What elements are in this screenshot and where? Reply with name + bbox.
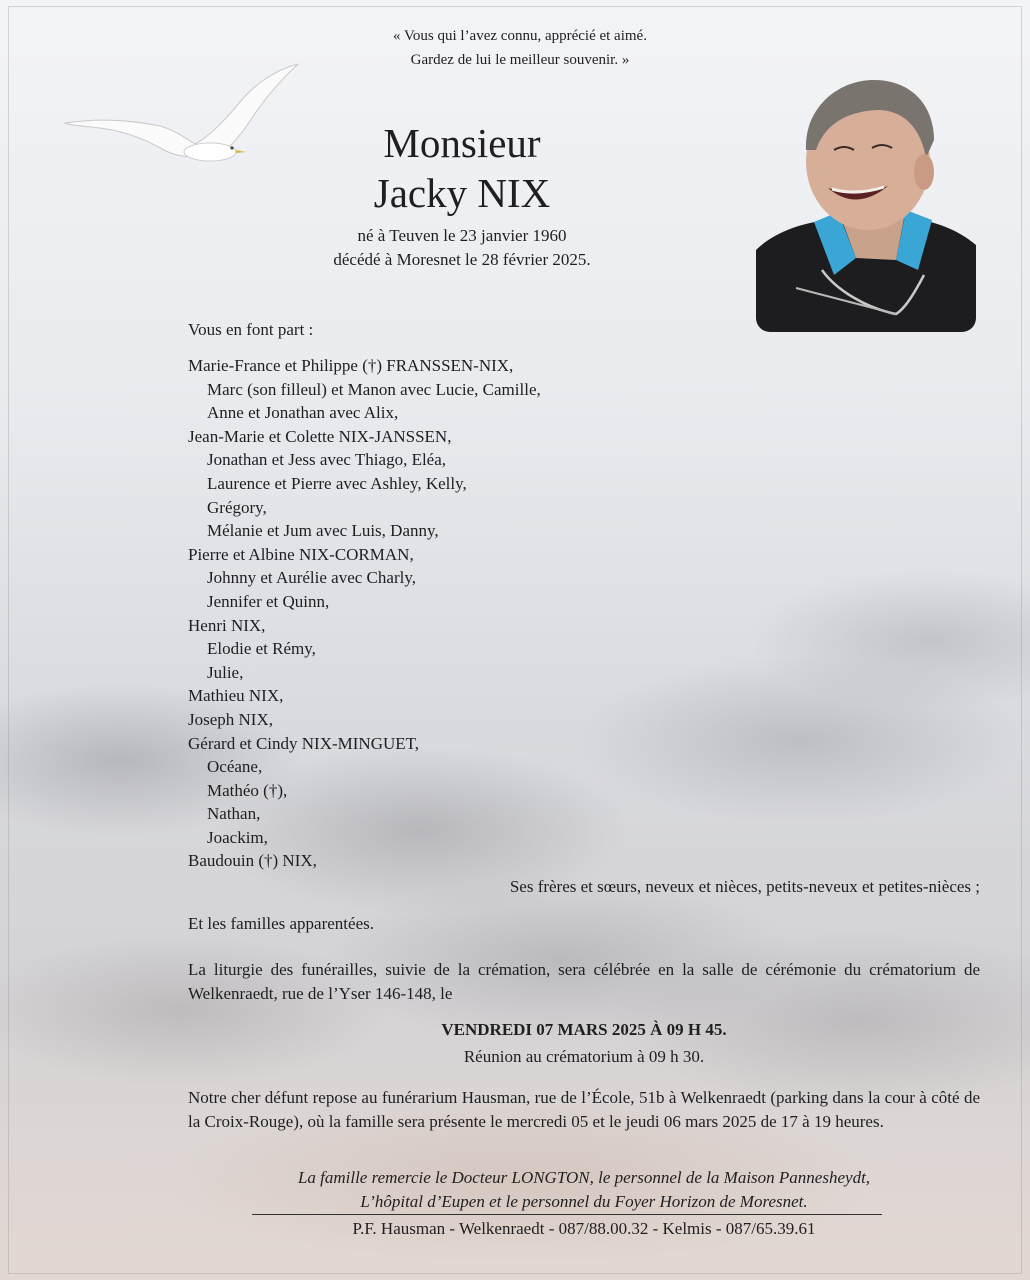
family-member-line: Jennifer et Quinn, <box>207 591 330 611</box>
relatives-summary: Ses frères et sœurs, neveux et nièces, petits-neveux et petites-nièces ; <box>509 877 980 896</box>
related-families: Et les familles apparentées. <box>188 914 374 933</box>
death-line: décédé à Moresnet le 28 février 2025. <box>333 250 591 269</box>
memorial-quote <box>260 24 780 72</box>
family-member-line: Elodie et Rémy, <box>207 639 316 659</box>
ceremony-date: VENDREDI 07 MARS 2025 À 09 H 45. <box>441 1020 727 1039</box>
family-member-line: Jonathan et Jess avec Thiago, Eléa, <box>207 450 447 470</box>
family-member-line: Marc (son filleul) et Manon avec Lucie, Camille, <box>207 379 541 399</box>
portrait-photo <box>756 70 976 332</box>
family-member-line: Anne et Jonathan avec Alix, <box>207 403 399 423</box>
meeting-time: Réunion au crématorium à 09 h 30. <box>463 1047 705 1066</box>
family-member-line: Julie, <box>207 662 244 682</box>
announcement-intro: Vous en font part : <box>188 320 314 339</box>
family-member-line: Nathan, <box>207 804 261 824</box>
thanks-block <box>188 1166 980 1213</box>
family-member-line: Gérard et Cindy NIX-MINGUET, <box>188 733 420 753</box>
family-member-line: Mathieu NIX, <box>188 686 284 706</box>
quote-line: « Vous qui l’avez connu, apprécié et aimé. <box>393 28 647 44</box>
funeral-home-contact: P.F. Hausman - Welkenraedt - 087/88.00.32 - Kelmis - 087/65.39.61 <box>352 1219 816 1238</box>
birth-line: né à Teuven le 23 janvier 1960 <box>357 226 567 245</box>
quote-line: Gardez de lui le meilleur souvenir. » <box>410 52 630 68</box>
liturgy-paragraph: La liturgie des funérailles, suivie de la crémation, sera célébrée en la salle de cérémonie du crématorium de Welkenraedt, rue de l’Yser 146-148, le <box>188 960 980 1003</box>
life-dates <box>262 224 662 272</box>
family-member-line: Mélanie et Jum avec Luis, Danny, <box>207 521 439 541</box>
family-member-line: Laurence et Pierre avec Ashley, Kelly, <box>207 473 467 493</box>
family-member-line: Henri NIX, <box>188 615 266 635</box>
family-member-line: Jean-Marie et Colette NIX-JANSSEN, <box>188 426 452 446</box>
family-member-line: Joseph NIX, <box>188 709 273 729</box>
family-member-line: Joackim, <box>207 827 268 847</box>
family-member-line: Marie-France et Philippe (†) FRANSSEN-NIX, <box>188 356 514 375</box>
family-member-line: Grégory, <box>207 497 267 517</box>
honorific: Monsieur <box>383 120 541 166</box>
thanks-line: L’hôpital d’Eupen et le personnel du Foyer Horizon de Moresnet. <box>360 1191 808 1211</box>
family-list <box>188 354 628 873</box>
deceased-name: Jacky NIX <box>373 170 551 216</box>
thanks-line: La famille remercie le Docteur LONGTON, le personnel de la Maison Pannesheydt, <box>297 1168 871 1187</box>
repose-paragraph: Notre cher défunt repose au funérarium Hausman, rue de l’École, 51b à Welkenraedt (parking dans la cour à côté de la Croix-Rouge), où la famille sera présente le mercredi 05 et le jeudi 06 mars 2025 de 17 à 19 heures. <box>188 1088 980 1131</box>
family-member-line: Océane, <box>207 757 263 777</box>
footer-divider <box>252 1214 882 1215</box>
family-member-line: Mathéo (†), <box>207 780 288 800</box>
family-member-line: Baudouin (†) NIX, <box>188 851 317 871</box>
family-member-line: Johnny et Aurélie avec Charly, <box>207 568 416 588</box>
family-member-line: Pierre et Albine NIX-CORMAN, <box>188 544 414 564</box>
